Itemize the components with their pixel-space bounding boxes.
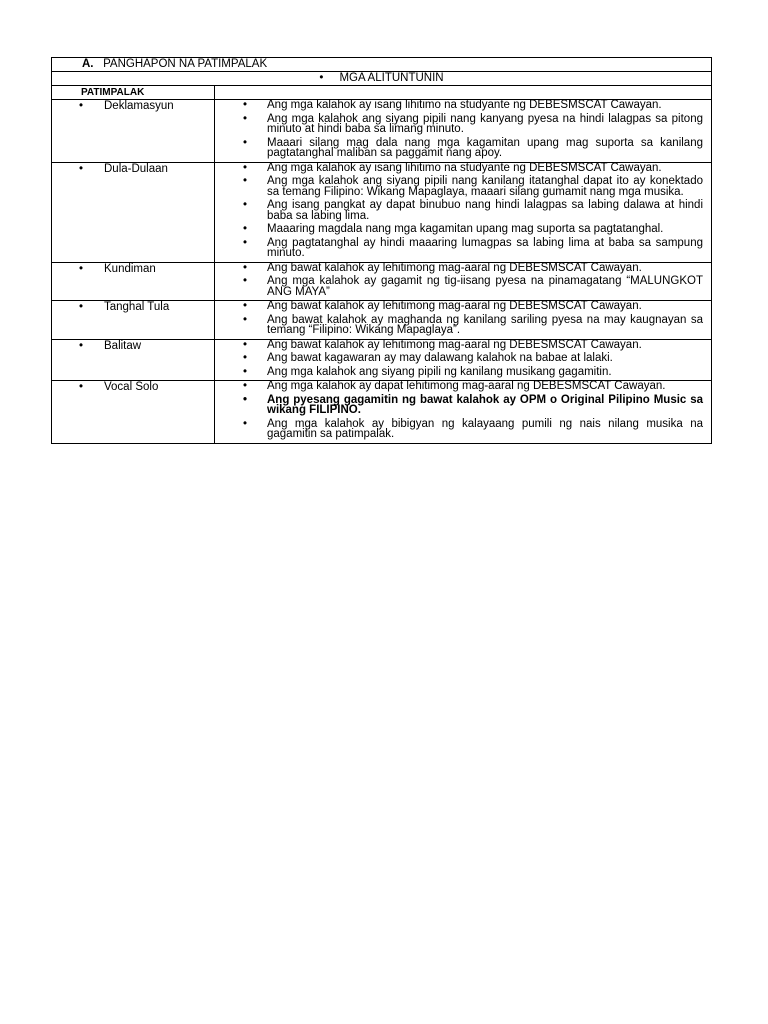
event-row xyxy=(52,262,712,301)
rule-bullet: • xyxy=(243,417,248,430)
rule-text: Maaaring magdala nang mga kagamitan upang mag suporta sa pagtatanghal. xyxy=(267,223,664,235)
section-letter: A. xyxy=(82,58,94,70)
event-name: Tanghal Tula xyxy=(104,301,170,313)
event-bullet: • xyxy=(79,301,84,313)
contest-rules-table xyxy=(51,57,712,444)
event-name: Balitaw xyxy=(104,339,142,352)
table-body xyxy=(52,58,712,444)
rule-bullet: • xyxy=(243,380,248,392)
event-name-cell xyxy=(52,381,215,444)
rule-item xyxy=(215,138,703,159)
event-entry xyxy=(52,263,214,276)
event-rules-cell xyxy=(215,301,712,340)
event-row xyxy=(52,100,712,163)
rule-bullet: • xyxy=(243,365,248,378)
event-name-cell xyxy=(52,100,215,163)
event-rules-cell xyxy=(215,381,712,444)
rule-text: Ang bawat kalahok ay maghanda ng kanilang sariling pyesa na may kaugnayan sa temang “Filipino: Wikang Mapaglaya”. xyxy=(267,313,703,336)
rule-text: Ang mga kalahok ang siyang pipili nang kanilang itatanghal dapat ito ay konektado sa temang Filipino: Wikang Mapaglaya, maaari silang gumamit nang mga musika. xyxy=(267,175,703,198)
rule-item xyxy=(215,367,703,378)
rules-list xyxy=(215,381,703,440)
rule-bullet: • xyxy=(243,313,248,326)
rules-list xyxy=(215,100,703,159)
rules-list xyxy=(215,163,703,259)
rule-item xyxy=(215,381,703,392)
rule-item xyxy=(215,100,703,111)
rule-item xyxy=(215,163,703,174)
rules-header-row xyxy=(52,72,712,86)
rule-item xyxy=(215,200,703,221)
rule-bullet: • xyxy=(243,223,248,235)
section-title-cell xyxy=(52,58,712,72)
rules-column-header xyxy=(215,86,712,100)
rule-text: Ang bawat kagawaran ay may dalawang kalahok na babae at lalaki. xyxy=(267,352,613,364)
rule-item xyxy=(215,114,703,135)
rule-bullet: • xyxy=(243,161,248,174)
event-column-header: PATIMPALAK xyxy=(52,86,215,100)
rule-item xyxy=(215,419,703,440)
rule-bullet: • xyxy=(243,352,248,364)
event-name-cell xyxy=(52,162,215,262)
rule-bullet: • xyxy=(243,275,248,287)
event-name: Vocal Solo xyxy=(104,381,159,393)
header-bullet: • xyxy=(319,72,324,84)
rule-text: Ang mga kalahok ay bibigyan ng kalayaang pumili ng nais nilang musika na gagamitin sa patimpalak. xyxy=(267,417,703,440)
section-title-row xyxy=(52,58,712,72)
rule-bullet: • xyxy=(243,112,248,125)
rule-item xyxy=(215,238,703,259)
event-bullet: • xyxy=(79,339,84,352)
rule-text: Ang pagtatanghal ay hindi maaaring lumagpas sa labing lima at baba sa sampung minuto. xyxy=(267,236,703,259)
event-name-cell xyxy=(52,262,215,301)
rule-text: Ang mga kalahok ang siyang pipili nang kanyang pyesa na hindi lalagpas sa pitong minuto at hindi baba sa limang minuto. xyxy=(267,112,703,135)
rule-bullet: • xyxy=(243,338,248,351)
event-bullet: • xyxy=(79,381,84,393)
rule-text: Ang mga kalahok ay isang lihitimo na studyante ng DEBESMSCAT Cawayan. xyxy=(267,161,662,174)
rule-bullet: • xyxy=(243,175,248,187)
event-bullet: • xyxy=(79,162,84,175)
section-title: PANGHAPON NA PATIMPALAK xyxy=(103,58,268,70)
rule-text: Ang pyesang gagamitin ng bawat kalahok ay OPM o Original Pilipino Music sa wikang FILIPINO. xyxy=(267,393,703,416)
event-entry xyxy=(52,301,214,314)
event-entry xyxy=(52,100,214,113)
rule-bullet: • xyxy=(243,236,248,249)
rule-item xyxy=(215,340,703,351)
rule-bullet: • xyxy=(243,300,248,312)
rule-text: Ang bawat kalahok ay lehitimong mag-aaral ng DEBESMSCAT Cawayan. xyxy=(267,261,642,274)
rule-item xyxy=(215,224,703,235)
event-rules-cell xyxy=(215,162,712,262)
rules-list xyxy=(215,301,703,336)
rule-bullet: • xyxy=(243,136,248,149)
rule-item xyxy=(215,263,703,274)
event-name: Kundiman xyxy=(104,262,156,275)
event-rules-cell xyxy=(215,262,712,301)
rule-bullet: • xyxy=(243,393,248,406)
event-name: Dula-Dulaan xyxy=(104,162,168,175)
event-entry xyxy=(52,163,214,176)
event-name-cell xyxy=(52,339,215,381)
rules-header-cell xyxy=(52,72,712,86)
rule-bullet: • xyxy=(243,261,248,274)
event-entry xyxy=(52,340,214,353)
rule-text: Ang mga kalahok ay isang lihitimo na studyante ng DEBESMSCAT Cawayan. xyxy=(267,99,662,111)
event-row xyxy=(52,301,712,340)
rule-text: Ang bawat kalahok ay lehitimong mag-aaral ng DEBESMSCAT Cawayan. xyxy=(267,338,642,351)
event-row xyxy=(52,381,712,444)
rule-item xyxy=(215,276,703,297)
rule-item xyxy=(215,315,703,336)
rule-bullet: • xyxy=(243,99,248,111)
event-entry xyxy=(52,381,214,394)
rule-item xyxy=(215,395,703,416)
event-row xyxy=(52,339,712,381)
rule-text: Maaari silang mag dala nang mga kagamitan upang mag suporta sa kanilang pagtatanghal maliban sa paggamit nang apoy. xyxy=(267,136,703,159)
rules-header-title: MGA ALITUNTUNIN xyxy=(339,72,444,84)
rule-text: Ang isang pangkat ay dapat binubuo nang hindi lalagpas sa labing dalawa at hindi baba sa labing lima. xyxy=(267,199,703,222)
event-row xyxy=(52,162,712,262)
rule-item xyxy=(215,176,703,197)
rules-list xyxy=(215,340,703,378)
rule-text: Ang bawat kalahok ay lehitimong mag-aaral ng DEBESMSCAT Cawayan. xyxy=(267,300,642,312)
column-header-row xyxy=(52,86,712,100)
rule-text: Ang mga kalahok ay gagamit ng tig-iisang pyesa na pinamagatang “MALUNGKOT ANG MAYA” xyxy=(267,275,703,298)
event-rules-cell xyxy=(215,339,712,381)
rule-text: Ang mga kalahok ay dapat lehitimong mag-aaral ng DEBESMSCAT Cawayan. xyxy=(267,380,666,392)
rule-item xyxy=(215,353,703,364)
rules-list xyxy=(215,263,703,298)
event-bullet: • xyxy=(79,100,84,112)
rule-item xyxy=(215,301,703,312)
event-bullet: • xyxy=(79,262,84,275)
event-rules-cell xyxy=(215,100,712,163)
rule-bullet: • xyxy=(243,199,248,211)
event-name: Deklamasyun xyxy=(104,100,174,112)
rule-text: Ang mga kalahok ang siyang pipili ng kanilang musikang gagamitin. xyxy=(267,365,612,378)
event-name-cell xyxy=(52,301,215,340)
